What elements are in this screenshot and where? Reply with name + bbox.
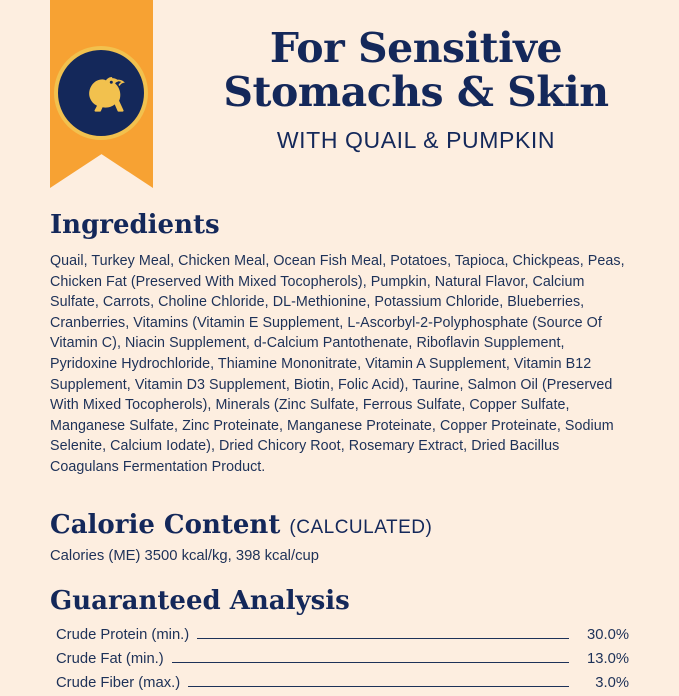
- subtitle: WITH QUAIL & PUMPKIN: [276, 127, 556, 153]
- analysis-value: 3.0%: [595, 675, 629, 692]
- calorie-content-heading-main: Calorie Content: [50, 509, 281, 540]
- leader-line: [188, 686, 569, 687]
- table-row: [50, 648, 629, 672]
- calorie-content-heading-note: (CALCULATED): [289, 516, 433, 538]
- leader-line: [197, 638, 569, 639]
- analysis-label: Crude Protein (min.): [56, 627, 190, 644]
- calorie-content-heading: [50, 510, 629, 540]
- quail-seal-icon: [54, 46, 148, 140]
- leader-line: [172, 662, 569, 663]
- analysis-label: Crude Fat (min.): [56, 651, 164, 668]
- title-line-2: Stomachs & Skin: [223, 68, 609, 116]
- ingredients-text: Quail, Turkey Meal, Chicken Meal, Ocean Fish Meal, Potatoes, Tapioca, Chickpeas, Peas, Chicken Fat (Preserved With Mixed Tocopherols), Pumpkin, Natural Flavor, Calcium Sulfate, Carrots, Choline Chloride, DL-Methionine, Potassium Chloride, Blueberries, Cranberries, Vitamins (Vitamin E Supplement, L-Ascorbyl-2-Polyphosphate (Source Of Vitamin C), Niacin Supplement, d-Calcium Pantothenate, Riboflavin Supplement, Pyridoxine Hydrochloride, Thiamine Mononitrate, Vitamin A Supplement, Vitamin B12 Supplement, Vitamin D3 Supplement, Biotin, Folic Acid), Taurine, Salmon Oil (Preserved With Mixed Tocopherols), Minerals (Zinc Sulfate, Ferrous Sulfate, Copper Sulfate, Manganese Sulfate, Zinc Proteinate, Manganese Proteinate, Copper Proteinate, Sodium Selenite, Calcium Iodate), Dried Chicory Root, Rosemary Extract, Dried Bacillus Coagulans Fermentation Product.: [50, 253, 625, 475]
- guaranteed-analysis-list: [50, 624, 629, 696]
- header: [0, 0, 679, 196]
- calorie-content-text: Calories (ME) 3500 kcal/kg, 398 kcal/cup: [50, 547, 319, 564]
- table-row: [50, 624, 629, 648]
- table-row: [50, 672, 629, 696]
- analysis-value: 30.0%: [587, 627, 629, 644]
- title-line-1: For Sensitive: [269, 24, 563, 72]
- analysis-label: Crude Fiber (max.): [56, 675, 181, 692]
- ingredients-heading: Ingredients: [50, 210, 220, 240]
- analysis-value: 13.0%: [587, 651, 629, 668]
- page-title: [175, 26, 657, 154]
- guaranteed-analysis-heading: Guaranteed Analysis: [50, 585, 350, 616]
- content: [0, 210, 679, 696]
